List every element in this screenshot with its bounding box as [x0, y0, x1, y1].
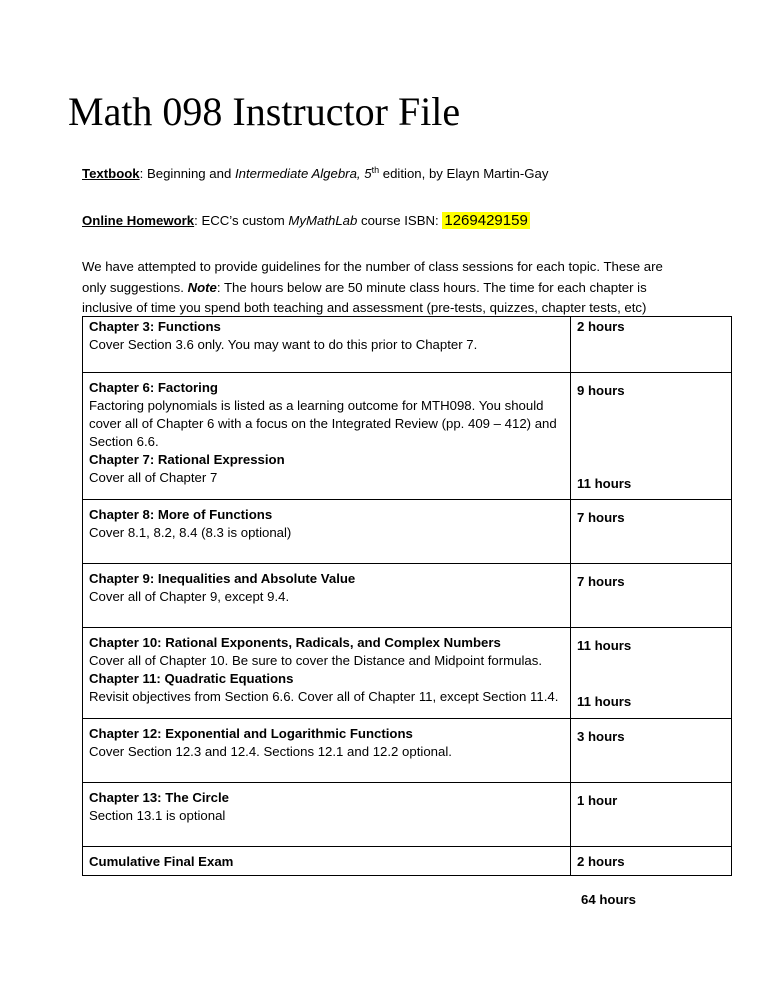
chapter-desc: Revisit objectives from Section 6.6. Cover all of Chapter 11, except Section 11.4.	[89, 689, 559, 704]
homework-text-before: : ECC’s custom	[194, 213, 289, 228]
chapter-title: Cumulative Final Exam	[89, 854, 234, 869]
hours-cell	[571, 373, 732, 500]
chapter-title: Chapter 7: Rational Expression	[89, 452, 285, 467]
hours-cell: 2 hours	[571, 317, 732, 373]
chapter-schedule-table	[82, 316, 732, 876]
chapter-title: Chapter 9: Inequalities and Absolute Value	[89, 571, 356, 586]
topic-cell	[83, 317, 571, 373]
homework-label: Online Homework	[82, 213, 195, 228]
hours-value: 9 hours	[577, 383, 625, 398]
table-row	[83, 564, 732, 628]
hours-value: 11 hours	[577, 638, 632, 653]
chapter-desc: Cover Section 3.6 only. You may want to do this prior to Chapter 7.	[89, 337, 478, 352]
homework-platform-italic: MyMathLab	[288, 213, 358, 228]
topic-cell	[83, 628, 571, 719]
hours-cell: 2 hours	[571, 847, 732, 876]
hours-cell: 3 hours	[571, 719, 732, 783]
textbook-label: Textbook	[82, 166, 140, 181]
chapter-title: Chapter 13: The Circle	[89, 790, 229, 805]
intro-part1: We have attempted to provide guidelines for the number of class sessions for each topic. These are only suggestions.	[82, 259, 663, 295]
hours-cell: 7 hours	[571, 564, 732, 628]
chapter-desc: Section 13.1 is optional	[89, 808, 226, 823]
isbn-highlight: 1269429159	[444, 212, 528, 229]
hours-value: 11 hours	[577, 476, 632, 491]
chapter-title: Chapter 6: Factoring	[89, 380, 218, 395]
hours-cell	[571, 628, 732, 719]
textbook-line	[82, 166, 548, 182]
table-row	[83, 628, 732, 719]
total-hours: 64 hours	[581, 892, 636, 907]
chapter-desc: Factoring polynomials is listed as a learning outcome for MTH098. You should cover all of Chapter 6 with a focus on the Integrated Review (pp. 409 – 412) and Section 6.6.	[89, 398, 557, 449]
chapter-title: Chapter 12: Exponential and Logarithmic Functions	[89, 726, 413, 741]
topic-cell	[83, 783, 571, 847]
chapter-desc: Cover Section 12.3 and 12.4. Sections 12.1 and 12.2 optional.	[89, 744, 452, 759]
topic-cell	[83, 373, 571, 500]
topic-cell	[83, 719, 571, 783]
chapter-title: Chapter 11: Quadratic Equations	[89, 671, 294, 686]
hours-cell: 1 hour	[571, 783, 732, 847]
table-row	[83, 783, 732, 847]
table-row	[83, 373, 732, 500]
table-row	[83, 847, 732, 876]
topic-cell	[83, 500, 571, 564]
textbook-edition-sup: th	[371, 165, 380, 175]
chapter-desc: Cover all of Chapter 9, except 9.4.	[89, 589, 290, 604]
table-row	[83, 317, 732, 373]
chapter-desc: Cover 8.1, 8.2, 8.4 (8.3 is optional)	[89, 525, 292, 540]
intro-part2: : The hours below are 50 minute class hours. The time for each chapter is inclusive of time you spend both teaching and assessment (pre-tests, quizzes, chapter tests, etc)	[82, 279, 647, 315]
homework-text-after: course ISBN:	[357, 213, 443, 228]
chapter-desc: Cover all of Chapter 10. Be sure to cover the Distance and Midpoint formulas.	[89, 653, 542, 668]
table-row	[83, 500, 732, 564]
textbook-title-italic: Intermediate Algebra, 5	[234, 166, 372, 181]
chapter-desc: Cover all of Chapter 7	[89, 470, 218, 485]
intro-note: Note	[187, 279, 217, 295]
topic-cell	[83, 847, 571, 876]
table-row	[83, 719, 732, 783]
chapter-title: Chapter 10: Rational Exponents, Radicals, and Complex Numbers	[89, 635, 501, 650]
document-title: Math 098 Instructor File	[68, 89, 461, 134]
textbook-text-after: edition, by Elayn Martin-Gay	[379, 166, 549, 181]
textbook-text-before: : Beginning and	[139, 166, 235, 181]
hours-cell: 7 hours	[571, 500, 732, 564]
topic-cell	[83, 564, 571, 628]
hours-value: 11 hours	[577, 694, 632, 709]
homework-line	[82, 213, 530, 229]
chapter-title: Chapter 8: More of Functions	[89, 507, 273, 522]
intro-paragraph	[82, 257, 682, 319]
chapter-title: Chapter 3: Functions	[89, 319, 221, 334]
